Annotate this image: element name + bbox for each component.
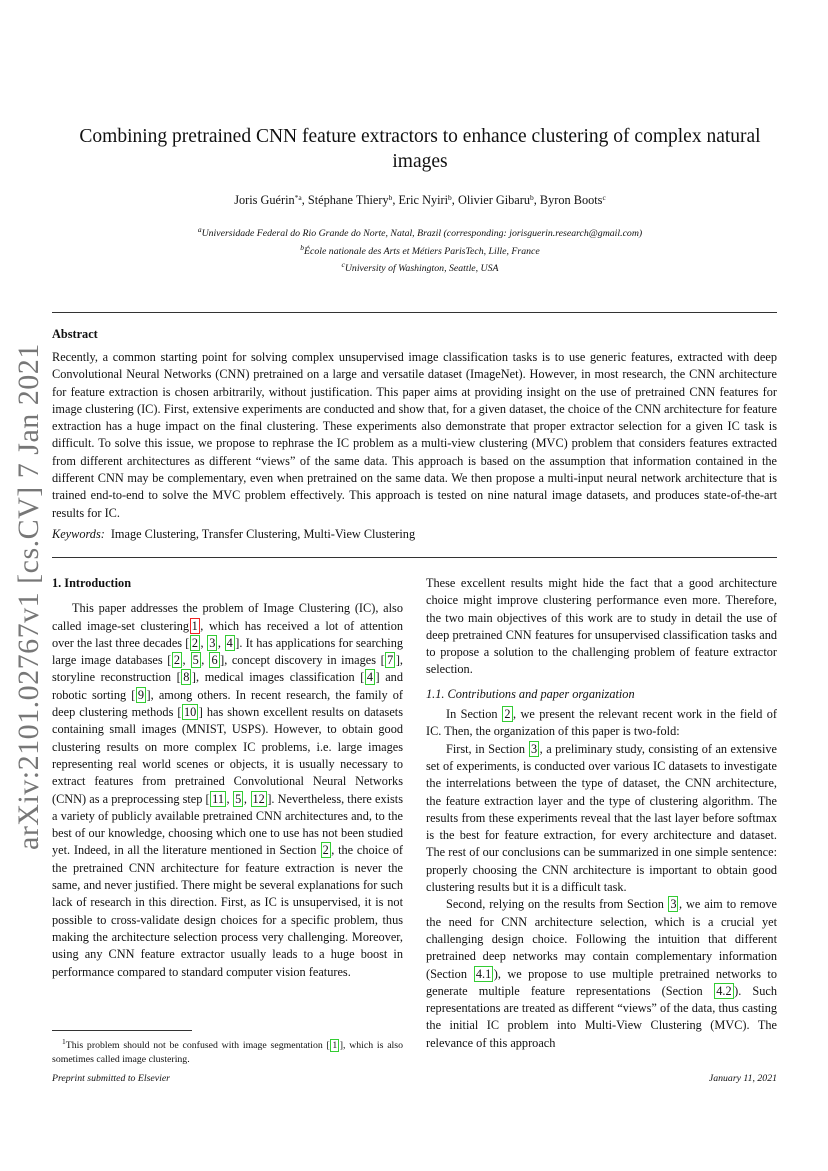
section-link[interactable]: 2 [504,707,511,722]
author: Olivier Gibaru [457,193,531,207]
text-run: ] and robotic sorting [ [52,670,403,702]
citation-link[interactable]: 2 [191,635,198,650]
affiliation-text: Universidade Federal do Rio Grande do Norte, Natal, Brazil (corresponding: jorisguerin.research@gmail.com) [201,228,643,239]
footnote-link[interactable]: 1 [191,618,198,633]
affiliation-text: University of Washington, Seattle, USA [344,263,499,274]
citation-link[interactable]: 4 [226,635,233,650]
affiliation-text: École nationale des Arts et Métiers ParisTech, Lille, France [304,245,540,257]
citation-link[interactable]: 10 [183,705,197,720]
author-sup: c [602,193,606,202]
keywords [52,527,777,542]
author: Joris Guérin [234,193,295,207]
affiliation-sup: a [197,225,202,234]
divider-bottom [52,557,777,558]
citation-link[interactable]: 11 [212,791,224,806]
footer-left: Preprint submitted to Elsevier [52,1073,170,1084]
footnote-mark: 1 [62,1037,66,1046]
author-sup: b [448,193,452,202]
text-run: , [200,635,207,650]
citation-link[interactable]: 7 [387,653,394,668]
intro-paragraph: These excellent results might hide the fact that a good architecture choice might improve clustering performance even more. Therefore, the two main objectives of this work are to study in detail the use of deep pretrained CNN features for unsupervised classification tasks and to propose a solution to the challenging problem of feature extractor selection. [426,576,777,677]
text-run: ). Such representations are treated as different “views” of the data, thus casting the initial IC problem into Multi-View Clustering (MVC). The relevance of this approach [426,983,778,1050]
text-run: , [226,791,233,806]
text-run: ], concept discovery in images [ [220,653,385,668]
text-run: , we aim to remove the need for CNN architecture selection, which is a crucial yet challenging design choice. Following the intuition that different pretrained deep networks may contain complementary information (Section [426,897,777,981]
author-list: Joris Guérin$^{*a}$, Stéphane Thiery$^b$, Eric Nyiri$^b$, Olivier Gibaru$^b$, Byron Boots$^c$ [234,193,606,207]
affiliation [60,258,780,276]
author: Eric Nyiri [398,193,449,207]
contrib-paragraph [426,896,777,1052]
affiliation [60,223,780,241]
right-column [426,575,777,1052]
citation-link[interactable]: 5 [235,791,242,806]
text-run: ], storyline reconstruction [ [52,653,403,685]
text-run: First, in Section [446,741,529,756]
arxiv-identifier-text: arXiv:2101.02767v1 [cs.CV] 7 Jan 2021 [12,343,45,850]
citation-link[interactable]: 6 [211,653,218,668]
text-run: ], among others. In recent research, the family of deep clustering methods [ [52,687,404,720]
author-sup: b [388,193,393,202]
text-run: In Section [446,707,502,722]
text-run: ], medical images classification [ [191,670,365,685]
citation-link[interactable]: 4 [366,670,373,685]
citation-link[interactable]: 3 [209,635,216,650]
keywords-text: Image Clustering, Transfer Clustering, Multi-View Clustering [110,527,416,541]
abstract-heading: Abstract [52,327,98,341]
text-run: , a preliminary study, consisting of an extensive set of experiments, is conducted over various IC datasets to investigate the interrelations between the type of dataset, the CNN architecture, the feature extraction layer and the type of clustering algorithm. The results from these experiments reveal that the last layer before softmax is the best for feature extraction, for every architecture and dataset. The rest of our conclusions can be summarized in one simple sentence: properly choosing the CNN architecture is important to obtain good clustering results but it is a difficult task. [426,741,777,895]
paper-title: Combining pretrained CNN feature extractors to enhance clustering of complex natural images [79,126,761,172]
text-run: , which has received a lot of attention over the last three decades [ [52,618,404,650]
text-run: ]. Nevertheless, there exists a variety of publicly available pretrained CNN architectures and, to the best of our knowledge, choosing which one to use has not been studied yet. Indeed, in all the literature mentioned in Section [52,791,404,858]
contrib-paragraph [426,741,777,897]
left-column [52,575,403,981]
text-run: ), we propose to use multiple pretrained networks to generate multiple feature representations (Section [426,966,777,998]
section-link[interactable]: 3 [531,741,538,756]
keywords-label: Keywords: [52,527,105,541]
citation-link[interactable]: 2 [173,653,180,668]
text-run: , [243,791,251,806]
abstract-body: Recently, a common starting point for solving complex unsupervised image classification tasks is to use generic features, extracted with deep Convolutional Neural Networks (CNN) pretrained on a large and versatile dataset (ImageNet). However, in most research, the CNN architecture for feature extraction is chosen arbitrarily, without justification. This paper aims at providing insight on the use of pretrained CNN features for image clustering (IC). First, extensive experiments are conducted and show that, for a given dataset, the choice of the CNN architecture for feature extraction has a huge impact on the final clustering. These experiments also demonstrate that proper extractor selection for a given IC task is difficult. To solve this issue, we propose to rephrase the IC problem as a multi-view clustering (MVC) problem that considers features extracted from different architectures as different “views” of the same data. This approach is based on the assumption that information contained in the different CNN may be complementary, even when pretrained on the same data. We then propose a multi-input neural network architecture that is trained end-to-end to solve the MVC problem effectively. This approach is tested on nine natural image datasets, and produces state-of-the-art results for IC. [52,350,777,520]
footer-date: January 11, 2021 [708,1073,777,1084]
section-link[interactable]: 4.1 [475,966,492,981]
text-run: , [217,635,225,650]
text-run: , [201,653,209,668]
contrib-paragraph [426,706,777,741]
subsection-heading: 1.1. Contributions and paper organization [426,686,635,701]
text-run: ]. It has applications for searching large image databases [ [52,635,403,668]
affiliation [60,241,780,259]
citation-link[interactable]: 12 [252,791,265,806]
section-link[interactable]: 3 [670,897,677,912]
intro-paragraph [52,600,403,981]
text-run: This paper addresses the problem of Image Clustering (IC), also called image-set clustering [52,601,403,633]
affiliations [60,223,780,276]
text-run: ], which is also sometimes called image clustering. [52,1040,403,1065]
arxiv-identifier[interactable] [12,343,56,850]
author-sup: *a [294,193,302,202]
affiliation-sup: c [341,260,345,269]
footnote [52,1035,403,1066]
text-run: , we present the relevant recent work in the field of IC. Then, the organization of this paper is two-fold: [426,707,777,739]
author: Stéphane Thiery [307,193,389,207]
citation-link[interactable]: 8 [183,670,190,685]
citation-link[interactable]: 9 [137,687,145,702]
citation-link[interactable]: 5 [192,653,199,668]
divider-top [52,312,777,313]
text-run: , the choice of the pretrained CNN architecture for feature extraction is never the same, and never justified. There might be several explanations for such lack of research in this direction. First, as IC is unsupervised, it is not possible to cross-validate design choices for a specific problem, thus making the architecture selection process very challenging. Moreover, using any CNN feature extractor usually leads to a huge boost in performance compared to standard computer vision features. [52,843,403,979]
section-link[interactable]: 4.2 [716,983,732,998]
affiliation-sup: b [300,242,305,252]
citation-link[interactable]: 1 [332,1040,338,1051]
text-run: This problem should not be confused with image segmentation [ [65,1040,330,1051]
text-run: Second, relying on the results from Section [446,897,668,912]
footnote-divider [52,1030,192,1031]
section-heading: 1. Introduction [52,576,132,590]
author: Byron Boots [539,193,603,207]
section-link[interactable]: 2 [322,843,329,858]
author-sup: b [530,193,534,202]
text-run: , [182,653,191,668]
text-run: ] has shown excellent results on datasets containing small images (MNIST, USPS). However, to obtain good clustering results on more complex IC problems, i.e. large images representing real world scenes or objects, it is usually necessary to extract features from pretrained Convolutional Neural Networks (CNN) as a preprocessing step [ [52,705,403,806]
